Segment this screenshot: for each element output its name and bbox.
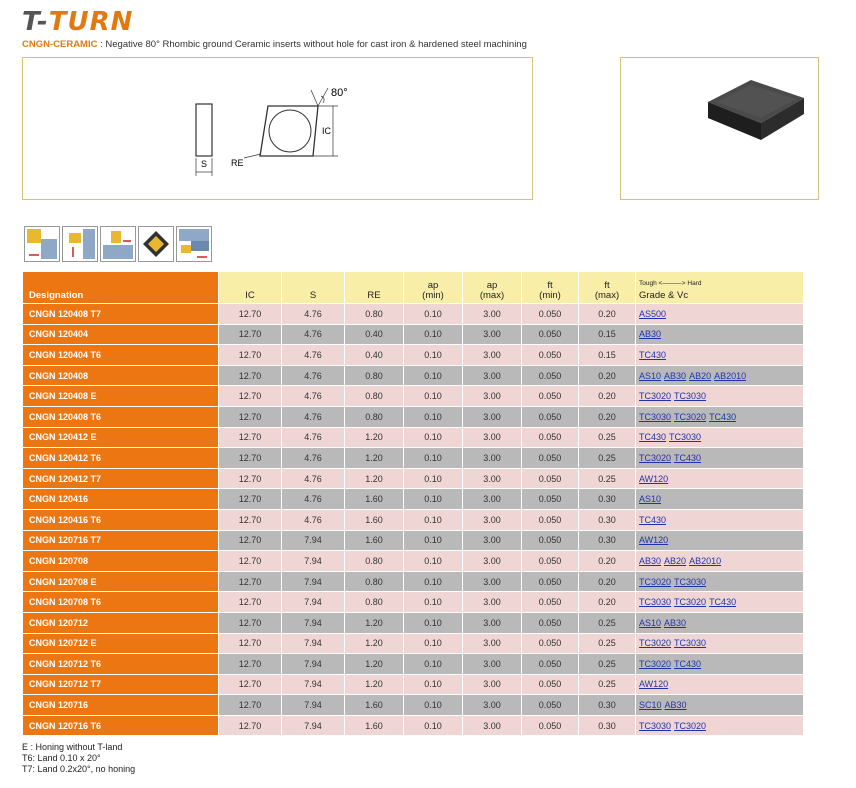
grade-cell [636,674,804,695]
footnotes [22,742,135,775]
ft-min-cell: 0.050 [522,468,579,489]
table-row [23,612,804,633]
turning-application-icon [24,226,60,262]
ap-min-cell: 0.10 [404,654,463,675]
designation-cell: CNGN 120412 E [23,427,219,448]
grade-cell [636,633,804,654]
grade-link[interactable]: AB30 [664,617,687,628]
re-cell: 0.80 [345,386,404,407]
ft-max-cell: 0.20 [579,571,636,592]
ic-cell: 12.70 [219,530,282,551]
designation-cell: CNGN 120408 [23,365,219,386]
page-subtitle [22,39,527,50]
ft-max-cell: 0.20 [579,551,636,572]
ap-min-cell: 0.10 [404,324,463,345]
grade-link[interactable]: TC3020 [674,411,707,422]
ap-min-cell: 0.10 [404,448,463,469]
re-cell: 1.60 [345,695,404,716]
grade-link[interactable]: AW120 [639,679,669,690]
grade-link[interactable]: AW120 [639,535,669,546]
ft-min-cell: 0.050 [522,489,579,510]
re-cell: 0.80 [345,592,404,613]
ic-cell: 12.70 [219,406,282,427]
header-ft-min-top: ft [547,280,553,291]
grade-link[interactable]: AB30 [664,700,687,711]
grade-link[interactable]: AB30 [639,555,662,566]
note-t7: T7: Land 0.2x20°, no honing [22,764,136,774]
grade-cell [636,365,804,386]
grade-cell [636,448,804,469]
ft-max-cell: 0.20 [579,386,636,407]
ap-max-cell: 3.00 [463,551,522,572]
header-ft-max-bottom: (max) [594,290,620,301]
designation-cell: CNGN 120416 [23,489,219,510]
header-ap-min-top: ap [427,280,439,291]
ap-max-cell: 3.00 [463,324,522,345]
grade-link[interactable]: AS10 [639,370,662,381]
s-cell: 7.94 [282,612,345,633]
grade-link[interactable]: AB2010 [714,370,747,381]
ic-cell: 12.70 [219,715,282,736]
grade-link[interactable]: TC430 [639,349,667,360]
ft-min-cell: 0.050 [522,695,579,716]
table-row [23,448,804,469]
ic-cell: 12.70 [219,448,282,469]
ap-max-cell: 3.00 [463,695,522,716]
ap-min-cell: 0.10 [404,406,463,427]
ft-max-cell: 0.30 [579,530,636,551]
ft-min-cell: 0.050 [522,571,579,592]
s-cell: 4.76 [282,386,345,407]
grade-link[interactable]: TC430 [709,597,737,608]
s-cell: 7.94 [282,674,345,695]
designation-cell: CNGN 120716 T6 [23,715,219,736]
grade-link[interactable]: AS10 [639,494,662,505]
ft-min-cell: 0.050 [522,386,579,407]
ft-min-cell: 0.050 [522,448,579,469]
designation-cell: CNGN 120708 [23,551,219,572]
ap-max-cell: 3.00 [463,406,522,427]
ic-cell: 12.70 [219,509,282,530]
ft-max-cell: 0.30 [579,489,636,510]
ap-min-cell: 0.10 [404,345,463,366]
ic-cell: 12.70 [219,324,282,345]
grade-link[interactable]: AW120 [639,473,669,484]
re-cell: 0.80 [345,406,404,427]
grade-link[interactable]: TC3020 [639,391,672,402]
grade-link[interactable]: TC3030 [674,576,707,587]
table-row [23,592,804,613]
re-cell: 1.20 [345,674,404,695]
grade-cell [636,509,804,530]
grade-cell [636,530,804,551]
s-cell: 4.76 [282,406,345,427]
designation-cell: CNGN 120408 E [23,386,219,407]
ft-min-cell: 0.050 [522,324,579,345]
designation-cell: CNGN 120712 T6 [23,654,219,675]
s-cell: 4.76 [282,304,345,325]
table-row [23,304,804,325]
grade-cell [636,695,804,716]
ap-max-cell: 3.00 [463,654,522,675]
header-designation: Designation [23,272,219,304]
s-cell: 4.76 [282,448,345,469]
ft-min-cell: 0.050 [522,530,579,551]
grade-cell [636,654,804,675]
re-cell: 1.20 [345,612,404,633]
designation-cell: CNGN 120716 T7 [23,530,219,551]
header-ap-max-bottom: (max) [479,290,505,301]
tough-hard-scale: Tough <———> Hard [639,280,702,287]
re-cell: 1.60 [345,509,404,530]
re-cell: 0.40 [345,324,404,345]
re-cell: 1.20 [345,427,404,448]
table-row [23,695,804,716]
s-dimension-label: S [201,159,208,169]
ft-min-cell: 0.050 [522,406,579,427]
s-cell: 7.94 [282,633,345,654]
ic-cell: 12.70 [219,427,282,448]
ap-max-cell: 3.00 [463,571,522,592]
ap-min-cell: 0.10 [404,551,463,572]
ap-max-cell: 3.00 [463,612,522,633]
re-cell: 1.20 [345,633,404,654]
ap-max-cell: 3.00 [463,633,522,654]
boring-application-icon [176,226,212,262]
ft-min-cell: 0.050 [522,654,579,675]
ap-min-cell: 0.10 [404,489,463,510]
ap-min-cell: 0.10 [404,304,463,325]
re-cell: 1.60 [345,530,404,551]
insert-photo-panel [620,57,819,200]
grade-link[interactable]: AB20 [664,555,687,566]
header-ap-max [463,272,522,304]
ap-min-cell: 0.10 [404,674,463,695]
grade-link[interactable]: AB30 [639,329,662,340]
ap-max-cell: 3.00 [463,345,522,366]
header-ft-min-bottom: (min) [539,290,561,301]
s-cell: 4.76 [282,468,345,489]
grade-cell [636,427,804,448]
ap-min-cell: 0.10 [404,530,463,551]
ft-max-cell: 0.15 [579,345,636,366]
s-cell: 7.94 [282,695,345,716]
ap-min-cell: 0.10 [404,633,463,654]
ft-max-cell: 0.25 [579,654,636,675]
s-cell: 7.94 [282,654,345,675]
ap-min-cell: 0.10 [404,612,463,633]
ap-max-cell: 3.00 [463,715,522,736]
s-cell: 4.76 [282,324,345,345]
ic-cell: 12.70 [219,551,282,572]
re-dimension-label: RE [231,158,244,168]
s-cell: 7.94 [282,715,345,736]
re-cell: 0.80 [345,571,404,592]
grade-cell [636,468,804,489]
ap-max-cell: 3.00 [463,530,522,551]
header-ft-max [579,272,636,304]
s-cell: 4.76 [282,365,345,386]
designation-cell: CNGN 120416 T6 [23,509,219,530]
grade-link[interactable]: TC3030 [674,638,707,649]
re-cell: 0.40 [345,345,404,366]
re-cell: 1.20 [345,654,404,675]
insert-dimension-diagram [23,58,534,201]
table-row [23,715,804,736]
table-row [23,468,804,489]
re-cell: 1.60 [345,715,404,736]
table-row [23,551,804,572]
ft-max-cell: 0.25 [579,633,636,654]
header-re: RE [345,272,404,304]
designation-cell: CNGN 120712 T7 [23,674,219,695]
ap-min-cell: 0.10 [404,427,463,448]
ft-min-cell: 0.050 [522,612,579,633]
ft-min-cell: 0.050 [522,365,579,386]
table-row [23,365,804,386]
ap-min-cell: 0.10 [404,468,463,489]
grade-link[interactable]: TC430 [639,432,667,443]
designation-cell: CNGN 120404 T6 [23,345,219,366]
table-row [23,406,804,427]
grade-cell [636,551,804,572]
ic-cell: 12.70 [219,592,282,613]
insert-shape-icon [138,226,174,262]
designation-cell: CNGN 120712 E [23,633,219,654]
grade-cell [636,612,804,633]
table-row [23,530,804,551]
table-row [23,324,804,345]
table-row [23,489,804,510]
grade-cell [636,715,804,736]
table-row [23,633,804,654]
s-cell: 7.94 [282,592,345,613]
grade-link[interactable]: TC430 [674,658,702,669]
profiling-application-icon [100,226,136,262]
designation-cell: CNGN 120708 E [23,571,219,592]
ft-min-cell: 0.050 [522,509,579,530]
header-ap-min-bottom: (min) [422,290,444,301]
grade-link[interactable]: AS10 [639,617,662,628]
table-row [23,345,804,366]
ap-min-cell: 0.10 [404,365,463,386]
grade-cell [636,304,804,325]
insert-specification-table [22,271,804,736]
ic-dimension-label: IC [322,126,331,136]
ft-min-cell: 0.050 [522,674,579,695]
table-body [23,304,804,736]
designation-cell: CNGN 120408 T6 [23,406,219,427]
grade-link[interactable]: TC3020 [639,658,672,669]
grade-link[interactable]: TC430 [639,514,667,525]
ft-min-cell: 0.050 [522,551,579,572]
ic-cell: 12.70 [219,489,282,510]
grade-link[interactable]: TC3030 [639,720,672,731]
grade-cell [636,489,804,510]
grade-link[interactable]: AB30 [664,370,687,381]
re-cell: 1.20 [345,448,404,469]
header-ic: IC [219,272,282,304]
ft-max-cell: 0.20 [579,406,636,427]
grade-link[interactable]: TC3030 [669,432,702,443]
logo-text-main: TURN [48,7,134,37]
s-cell: 7.94 [282,551,345,572]
ic-cell: 12.70 [219,386,282,407]
ap-max-cell: 3.00 [463,386,522,407]
header-ft-min [522,272,579,304]
designation-cell: CNGN 120716 [23,695,219,716]
ft-max-cell: 0.25 [579,427,636,448]
ft-max-cell: 0.25 [579,612,636,633]
application-icons [24,226,212,262]
grade-cell [636,592,804,613]
grade-link[interactable]: TC430 [709,411,737,422]
ap-max-cell: 3.00 [463,592,522,613]
facing-application-icon [62,226,98,262]
ft-max-cell: 0.30 [579,715,636,736]
ft-max-cell: 0.20 [579,592,636,613]
grade-cell [636,324,804,345]
ap-min-cell: 0.10 [404,715,463,736]
ft-min-cell: 0.050 [522,633,579,654]
ic-cell: 12.70 [219,571,282,592]
ceramic-insert-image [621,58,820,201]
logo-text-prefix: T- [22,7,49,37]
ft-max-cell: 0.25 [579,674,636,695]
note-e: E : Honing without T-land [22,742,123,752]
note-t6: T6: Land 0.10 x 20° [22,753,101,763]
ap-max-cell: 3.00 [463,304,522,325]
re-cell: 0.80 [345,304,404,325]
grade-link[interactable]: AB20 [689,370,712,381]
ft-max-cell: 0.15 [579,324,636,345]
designation-cell: CNGN 120404 [23,324,219,345]
ic-cell: 12.70 [219,633,282,654]
ap-max-cell: 3.00 [463,448,522,469]
grade-link[interactable]: TC3030 [674,391,707,402]
header-grade [636,272,804,304]
grade-link[interactable]: SC10 [639,700,662,711]
ap-min-cell: 0.10 [404,386,463,407]
s-cell: 4.76 [282,345,345,366]
ic-cell: 12.70 [219,345,282,366]
grade-link[interactable]: TC3020 [639,452,672,463]
ic-cell: 12.70 [219,365,282,386]
ic-cell: 12.70 [219,468,282,489]
grade-link[interactable]: TC3020 [639,638,672,649]
angle-label: 80° [331,87,348,99]
designation-cell: CNGN 120408 T7 [23,304,219,325]
product-code: CNGN-CERAMIC [22,39,98,50]
header-s: S [282,272,345,304]
ic-cell: 12.70 [219,612,282,633]
s-cell: 4.76 [282,509,345,530]
ap-max-cell: 3.00 [463,489,522,510]
grade-link[interactable]: TC3020 [674,720,707,731]
table-row [23,386,804,407]
ap-max-cell: 3.00 [463,427,522,448]
table-row [23,571,804,592]
brand-logo [22,8,133,36]
s-cell: 7.94 [282,530,345,551]
designation-cell: CNGN 120712 [23,612,219,633]
grade-link[interactable]: TC430 [674,452,702,463]
ic-cell: 12.70 [219,304,282,325]
table-row [23,509,804,530]
re-cell: 0.80 [345,365,404,386]
grade-link[interactable]: TC3020 [674,597,707,608]
ft-max-cell: 0.20 [579,365,636,386]
ft-max-cell: 0.25 [579,448,636,469]
grade-cell [636,406,804,427]
grade-link[interactable]: AB2010 [689,555,722,566]
designation-cell: CNGN 120708 T6 [23,592,219,613]
designation-cell: CNGN 120412 T6 [23,448,219,469]
product-description: : Negative 80° Rhombic ground Ceramic inserts without hole for cast iron & hardened steel machining [97,39,527,50]
grade-link[interactable]: TC3020 [639,576,672,587]
table-row [23,674,804,695]
grade-cell [636,571,804,592]
table-header-row [23,272,804,304]
header-ft-max-top: ft [604,280,610,291]
ap-min-cell: 0.10 [404,571,463,592]
re-cell: 0.80 [345,551,404,572]
grade-cell [636,386,804,407]
table-row [23,654,804,675]
ft-min-cell: 0.050 [522,592,579,613]
ap-max-cell: 3.00 [463,509,522,530]
ap-max-cell: 3.00 [463,365,522,386]
table-row [23,427,804,448]
ap-min-cell: 0.10 [404,695,463,716]
re-cell: 1.60 [345,489,404,510]
ft-max-cell: 0.20 [579,304,636,325]
re-cell: 1.20 [345,468,404,489]
ap-min-cell: 0.10 [404,509,463,530]
header-ap-max-top: ap [486,280,498,291]
grade-link[interactable]: TC3030 [639,411,672,422]
ic-cell: 12.70 [219,674,282,695]
ic-cell: 12.70 [219,695,282,716]
grade-link[interactable]: AS500 [639,308,667,319]
s-cell: 4.76 [282,489,345,510]
ap-max-cell: 3.00 [463,468,522,489]
grade-cell [636,345,804,366]
header-ap-min [404,272,463,304]
ic-cell: 12.70 [219,654,282,675]
ft-min-cell: 0.050 [522,304,579,325]
ft-max-cell: 0.30 [579,695,636,716]
designation-cell: CNGN 120412 T7 [23,468,219,489]
ft-min-cell: 0.050 [522,427,579,448]
ft-min-cell: 0.050 [522,715,579,736]
ft-max-cell: 0.25 [579,468,636,489]
s-cell: 4.76 [282,427,345,448]
ft-max-cell: 0.30 [579,509,636,530]
ap-min-cell: 0.10 [404,592,463,613]
insert-diagram-panel [22,57,533,200]
ap-max-cell: 3.00 [463,674,522,695]
grade-link[interactable]: TC3030 [639,597,672,608]
header-grade-label: Grade & Vc [639,290,689,301]
s-cell: 7.94 [282,571,345,592]
ft-min-cell: 0.050 [522,345,579,366]
